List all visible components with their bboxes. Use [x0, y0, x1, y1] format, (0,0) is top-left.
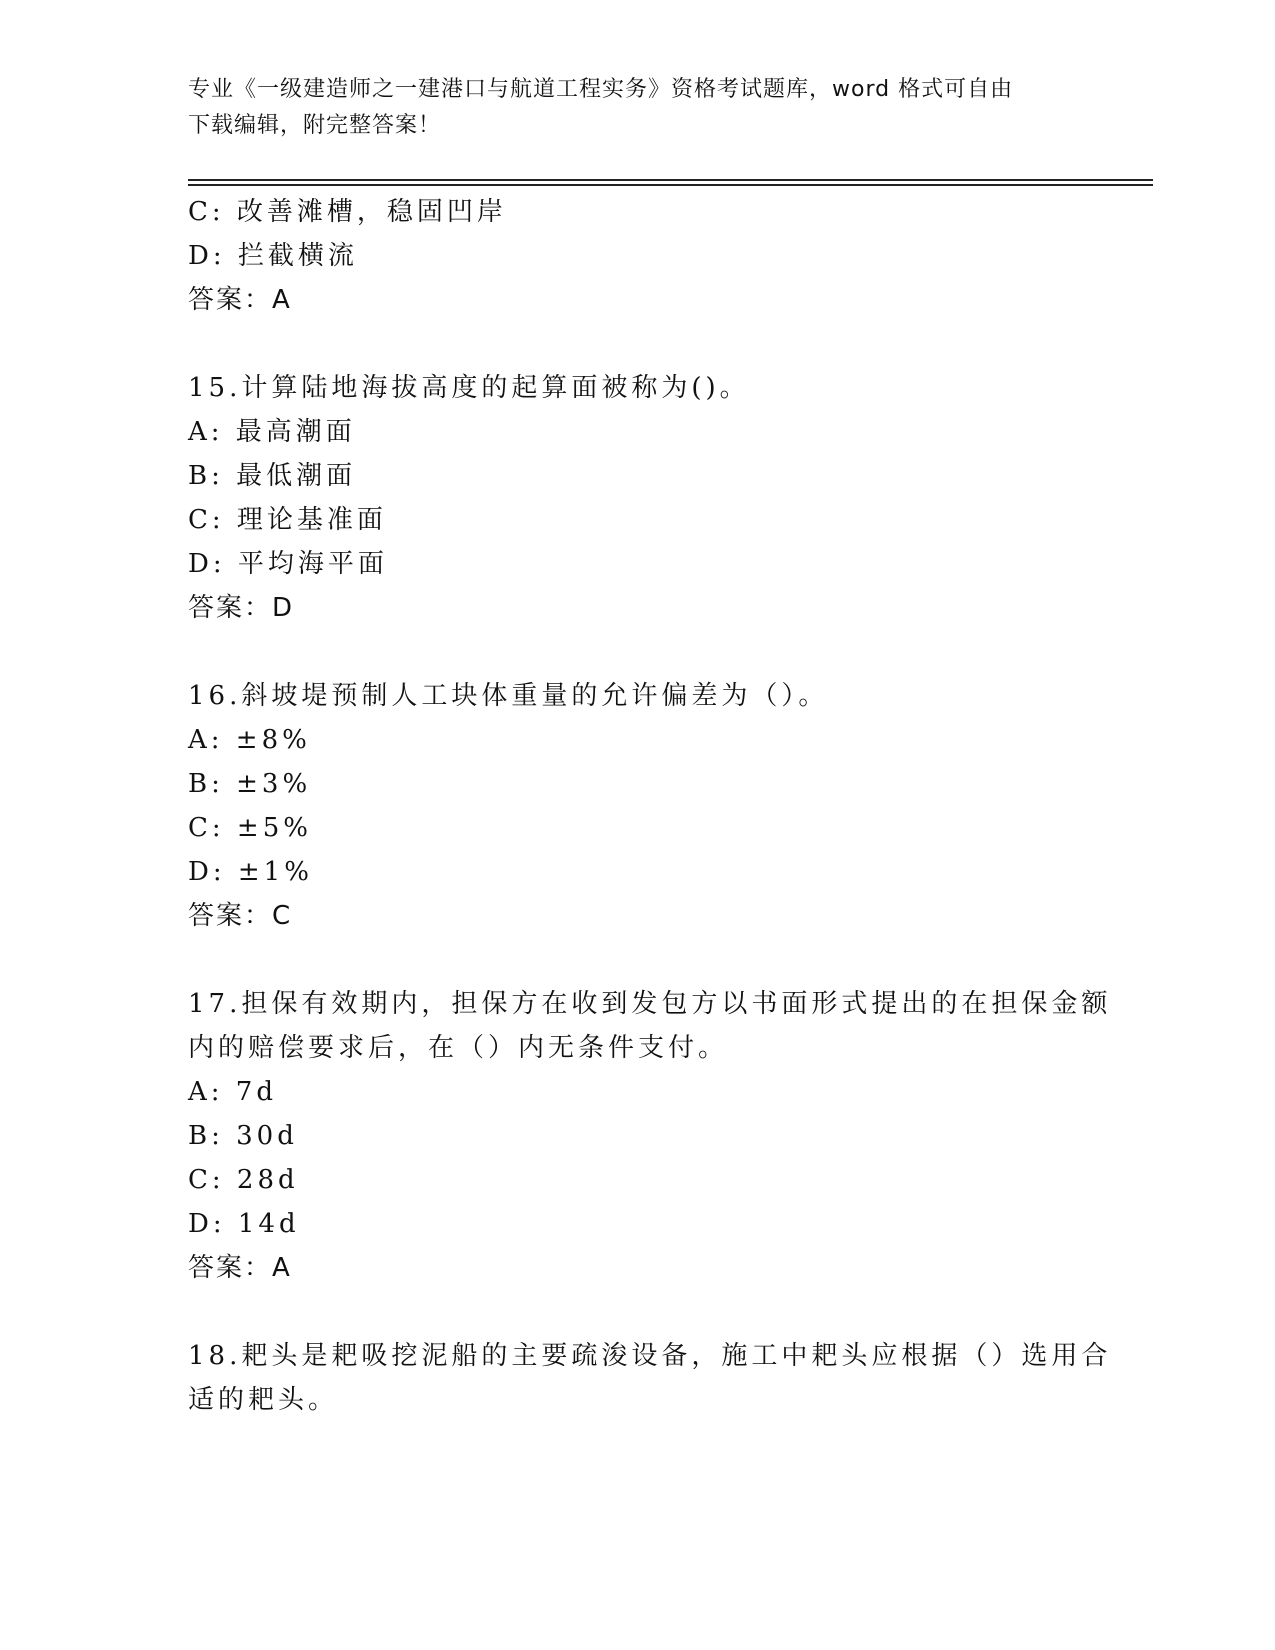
document-header — [188, 72, 1088, 144]
q16-option-c: C: ±5% — [188, 813, 312, 843]
q18-text-line-1: 18.耙头是耙吸挖泥船的主要疏浚设备，施工中耙头应根据（）选用合 — [188, 1341, 1112, 1371]
q16-text: 16.斜坡堤预制人工块体重量的允许偏差为（）。 — [188, 681, 829, 711]
q17-option-b: B: 30d — [188, 1121, 298, 1151]
q17-option-a: A: 7d — [188, 1077, 277, 1107]
q17-text-line-1: 17.担保有效期内，担保方在收到发包方以书面形式提出的在担保金额 — [188, 989, 1112, 1019]
header-line-2: 下载编辑，附完整答案！ — [188, 113, 442, 138]
q17-answer: 答案：A — [188, 1253, 292, 1283]
prev-answer: 答案：A — [188, 285, 292, 315]
q16-option-a: A: ±8% — [188, 725, 311, 755]
q15-option-d: D: 平均海平面 — [188, 549, 388, 579]
q17-text-line-2: 内的赔偿要求后，在（）内无条件支付。 — [188, 1033, 729, 1063]
header-divider-bottom — [188, 184, 1153, 186]
q16-answer: 答案：C — [188, 901, 293, 931]
header-line-1: 专业《一级建造师之一建港口与航道工程实务》资格考试题库，word 格式可自由 — [188, 77, 1014, 102]
q16-option-d: D: ±1% — [188, 857, 313, 887]
q15-option-b: B: 最低潮面 — [188, 461, 357, 491]
q15-answer: 答案：D — [188, 593, 295, 623]
q18-text-line-2: 适的耙头。 — [188, 1385, 339, 1415]
prev-option-c: C: 改善滩槽，稳固凹岸 — [188, 197, 507, 227]
q17-option-c: C: 28d — [188, 1165, 299, 1195]
header-divider-top — [188, 179, 1153, 181]
q15-text: 15.计算陆地海拔高度的起算面被称为()。 — [188, 373, 750, 403]
q15-option-c: C: 理论基准面 — [188, 505, 387, 535]
q15-option-a: A: 最高潮面 — [188, 417, 356, 447]
q17-option-d: D: 14d — [188, 1209, 300, 1239]
q16-option-b: B: ±3% — [188, 769, 312, 799]
prev-option-d: D: 拦截横流 — [188, 241, 358, 271]
